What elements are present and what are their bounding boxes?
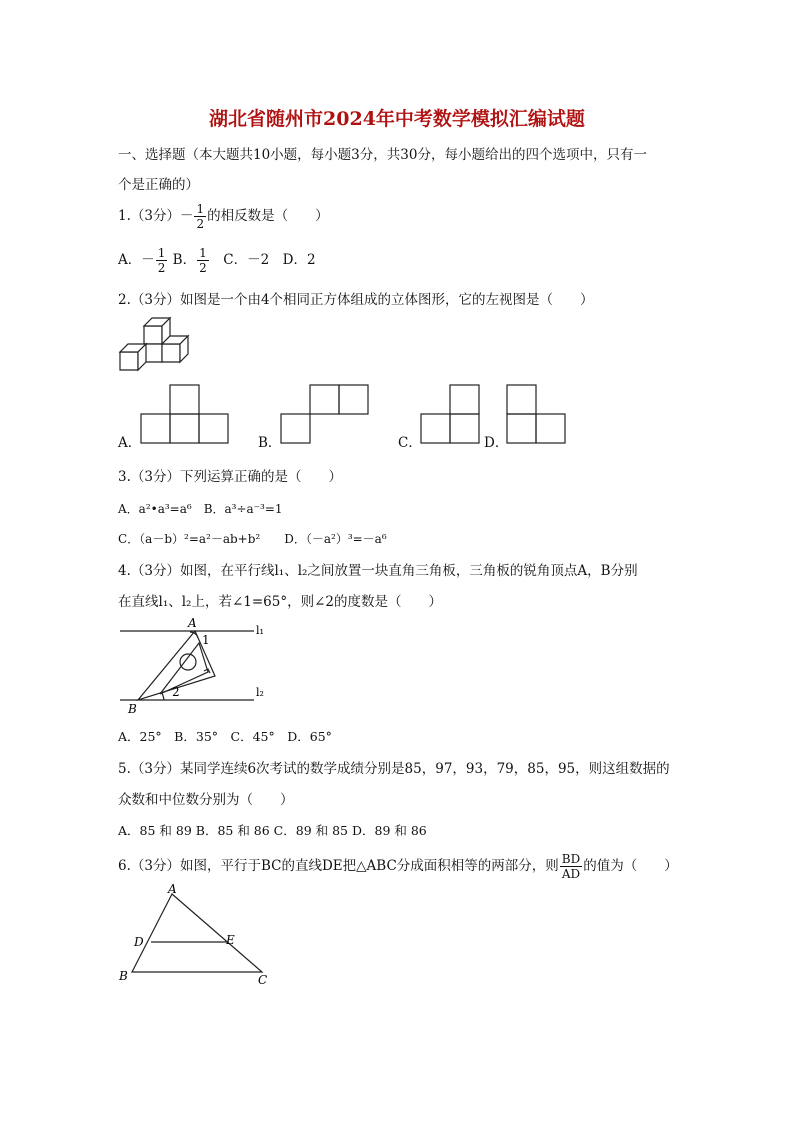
q2-option-b-label: B． xyxy=(258,435,282,451)
q6-frac-den: AD xyxy=(561,867,581,881)
q2-option-c-figure xyxy=(420,384,484,446)
question-4-line2: 在直线l₁、l₂上，若∠1=65°，则∠2的度数是（ ） xyxy=(118,594,442,610)
q4-label-b: B xyxy=(128,702,137,716)
q1-option-cd: C．－2 D．2 xyxy=(209,252,316,268)
q6-figure xyxy=(116,884,276,988)
q5-options: A．85 和 89 B．85 和 86 C．89 和 85 D．89 和 86 xyxy=(118,823,427,838)
question-6 xyxy=(118,852,678,881)
q1-option-b-prefix: B． xyxy=(168,252,197,268)
q1-suffix: 的相反数是（ ） xyxy=(207,208,329,224)
q6-label-c: C xyxy=(258,973,268,987)
q6-label-a: A xyxy=(168,884,177,896)
question-3: 3.（3分）下列运算正确的是（ ） xyxy=(118,469,342,485)
q2-option-d-figure xyxy=(506,384,570,446)
q4-label-angle2: 2 xyxy=(172,685,180,699)
q1-option-a-fraction: $\frac{1}{2}$ xyxy=(157,246,166,275)
cube-right-front xyxy=(162,344,180,362)
q4-label-a: A xyxy=(188,616,197,630)
q2-option-c-label: C． xyxy=(398,435,422,451)
q1-option-b-fraction: $\frac{1}{2}$ xyxy=(199,246,207,275)
q2-option-b-figure xyxy=(280,384,372,446)
q6-suffix: 的值为（ ） xyxy=(583,858,678,874)
q6-prefix: 6.（3分）如图，平行于BC的直线DE把△ABC分成面积相等的两部分，则 xyxy=(118,858,559,874)
question-5-line2: 众数和中位数分别为（ ） xyxy=(118,792,294,808)
q4-label-l2: l₂ xyxy=(256,686,264,699)
q2-option-d-label: D． xyxy=(484,435,509,451)
q1-options xyxy=(118,246,316,275)
q2-solid-figure xyxy=(110,308,200,380)
question-2: 2.（3分）如图是一个由4个相同正方体组成的立体图形，它的左视图是（ ） xyxy=(118,292,594,308)
cube-left-front xyxy=(120,352,138,370)
q4-figure xyxy=(118,614,278,716)
cube-top-front xyxy=(144,326,162,344)
q3-options-ab: A．a²•a³=a⁶ B．a³÷a⁻³=1 xyxy=(118,502,283,516)
question-5-line1: 5.（3分）某同学连续6次考试的数学成绩分别是85，97，93，79，85，95，则这组数据的 xyxy=(118,761,670,777)
q6-label-b: B xyxy=(119,969,128,983)
q2-option-a-figure xyxy=(140,384,232,446)
q1-option-a-prefix: A．－ xyxy=(118,252,155,268)
angle-2-arc xyxy=(162,693,164,700)
cube-mid-front xyxy=(144,344,162,362)
q1-frac-den: 2 xyxy=(196,217,205,231)
question-1 xyxy=(118,202,329,231)
q6-label-d: D xyxy=(134,935,144,949)
q1-frac-num: 1 xyxy=(196,202,205,216)
q4-label-l1: l₁ xyxy=(256,624,264,637)
q3-options-cd: C．（a－b）²=a²－ab+b² D．（－a²）³=－a⁶ xyxy=(118,532,387,546)
q6-frac-num: BD xyxy=(561,852,581,866)
q2-option-a-label: A． xyxy=(118,435,142,451)
question-4-line1: 4.（3分）如图，在平行线l₁、l₂之间放置一块直角三角板，三角板的锐角顶点A，B分别 xyxy=(118,563,638,579)
q6-fraction xyxy=(560,852,582,881)
q4-label-angle1: 1 xyxy=(202,633,210,647)
q6-label-e: E xyxy=(226,933,235,947)
page-title: 湖北省随州市2024年中考数学模拟汇编试题 xyxy=(209,108,585,130)
triangle-abc xyxy=(132,894,262,972)
q1-fraction xyxy=(194,202,206,231)
q4-options: A．25° B．35° C．45° D．65° xyxy=(118,729,332,744)
q1-prefix: 1.（3分）－ xyxy=(118,208,194,224)
section-heading-line2: 个是正确的） xyxy=(118,177,199,193)
section-heading-line1: 一、选择题（本大题共10小题，每小题3分，共30分，每小题给出的四个选项中，只有一 xyxy=(118,147,647,163)
